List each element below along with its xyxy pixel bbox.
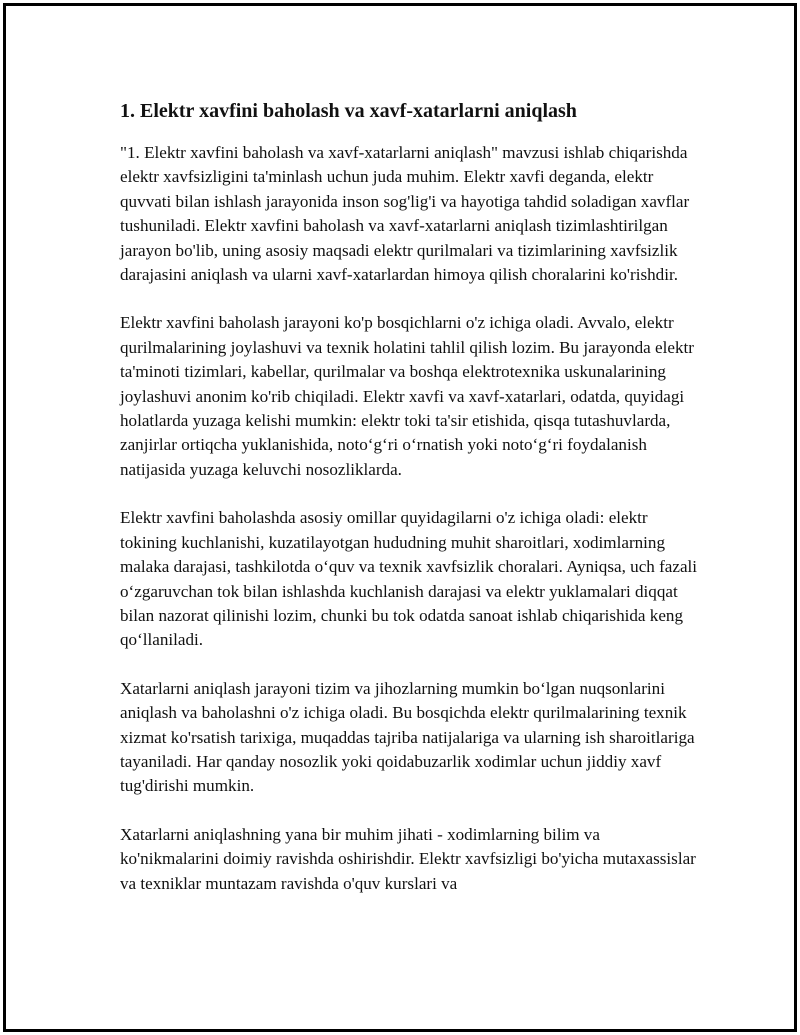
paragraph-key-factors: Elektr xavfini baholashda asosiy omillar quyidagilarni o'z ichiga oladi: elektr tokining kuchlanishi, kuzatilayotgan hududning muhit sharoitlari, xodimlarning malaka darajasi, tashkilotda o‘quv va texnik xavfsizlik choralari. Ayniqsa, uch fazali o‘zgaruvchan tok bilan ishlashda kuchlanish darajasi va elektr yuklamalari diqqat bilan nazorat qilinishi lozim, chunki bu tok odatda sanoat ishlab chiqarishida keng qo‘llaniladi.: [120, 508, 698, 650]
paragraph-staff-training: Xatarlarni aniqlashning yana bir muhim jihati - xodimlarning bilim va ko'nikmalarini doimiy ravishda oshirishdir. Elektr xavfsizligi bo'yicha mutaxassislar va texniklar muntazam ravishda o'quv kurslari va: [120, 824, 696, 893]
paragraph-intro: "1. Elektr xavfini baholash va xavf-xatarlarni aniqlash" mavzusi ishlab chiqarishda elektr xavfsizligini ta'minlash uchun juda muhim. Elektr xavfi deganda, elektr quvvati bilan ishlash jarayonida inson sog'lig'i va hayotiga tahdid soladigan xavflar tushuniladi. Elektr xavfini baholash va xavf-xatarlarni aniqlash tizimlashtirilgan jarayon bo'lib, uning asosiy maqsadi elektr qurilmalari va tizimlarining xavfsizlik darajasini aniqlash va ularni xavf-xatarlardan himoya qilish choralarini ko'rishdir.: [120, 143, 690, 285]
paragraph-assessment-process: Elektr xavfini baholash jarayoni ko'p bosqichlarni o'z ichiga oladi. Avvalo, elektr qurilmalarining joylashuvi va texnik holatini tahlil qilish lozim. Bu jarayonda elektr ta'minoti tizimlari, kabellar, qurilmalar va boshqa elektrotexnika uskunalarining joylashuvi anonim ko'rib chiqiladi. Elektr xavfi va xavf-xatarlari, odatda, quyidagi holatlarda yuzaga kelishi mumkin: elektr toki ta'sir etishida, qisqa tutashuvlarda, zanjirlar ortiqcha yuklanishida, noto‘g‘ri o‘rnatish yoki noto‘g‘ri foydalanish natijasida yuzaga keluvchi nosozliklarda.: [120, 313, 694, 479]
document-title: 1. Elektr xavfini baholash va xavf-xatarlarni aniqlash: [120, 100, 577, 122]
paragraph-risk-identification: Xatarlarni aniqlash jarayoni tizim va jihozlarning mumkin bo‘lgan nuqsonlarini aniqlash va baholashni o'z ichiga oladi. Bu bosqichda elektr qurilmalarining texnik xizmat ko'rsatish tarixiga, muqaddas tajriba natijalariga va ularning ish sharoitlariga tayaniladi. Har qanday nosozlik yoki qoidabuzarlik xodimlar uchun jiddiy xavf tug'dirishi mumkin.: [120, 678, 695, 796]
page-frame: [3, 3, 797, 1032]
document-body: [120, 94, 700, 920]
